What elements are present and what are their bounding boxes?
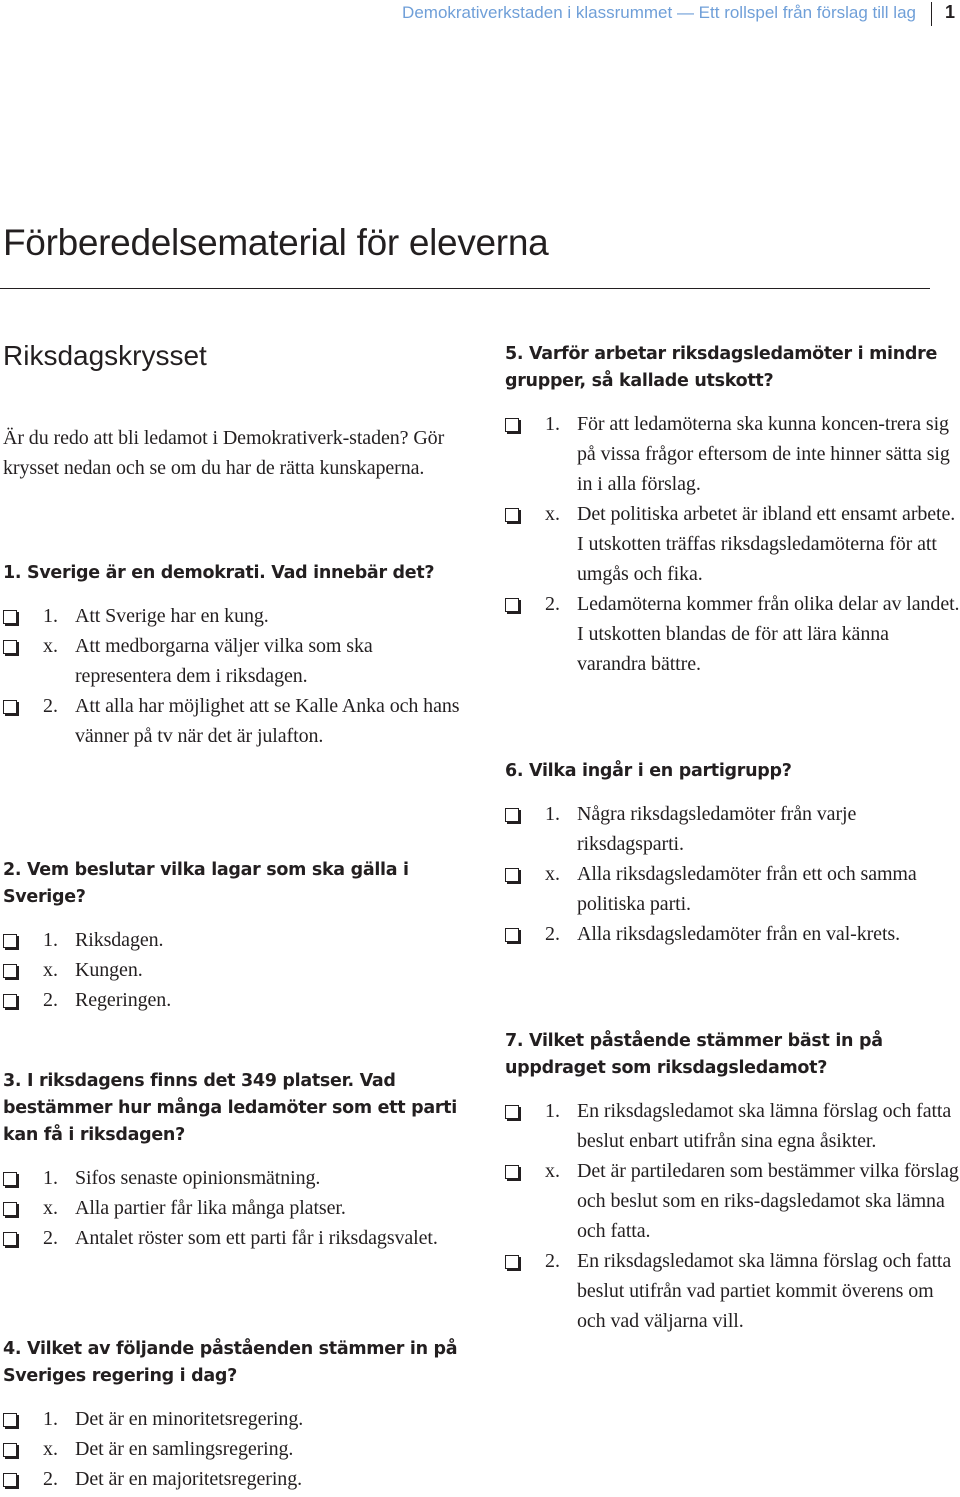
running-header (0, 0, 960, 30)
answer-checkbox[interactable] (3, 601, 29, 631)
option-text: Några riksdagsledamöter från varje riksdagsparti. (577, 803, 857, 855)
option-key: 1. (545, 803, 560, 825)
answer-checkbox[interactable] (505, 499, 531, 529)
question-heading: 3. I riksdagens finns det 349 platser. Vad bestämmer hur många ledamöter som ett parti kan få i riksdagen? (3, 1071, 457, 1145)
option-text: Det politiska arbetet är ibland ett ensamt arbete. I utskotten träffas riksdagsledamöterna för att umgås och fika. (577, 503, 956, 585)
answer-checkbox[interactable] (3, 1464, 29, 1494)
option-text: Kungen. (75, 959, 143, 981)
answer-option (505, 919, 960, 949)
question-3 (3, 1068, 473, 1253)
answer-option (3, 1223, 473, 1253)
answer-checkbox[interactable] (3, 1223, 29, 1253)
answer-option (3, 955, 473, 985)
answer-checkbox[interactable] (3, 1193, 29, 1223)
option-key: 1. (43, 1408, 58, 1430)
answer-option (505, 1156, 960, 1246)
answer-option (505, 859, 960, 919)
option-key: 2. (545, 923, 560, 945)
page-number: 1 (945, 2, 956, 22)
option-key: 1. (545, 413, 560, 435)
answer-option (505, 799, 960, 859)
option-text: En riksdagsledamot ska lämna förslag och fatta beslut utifrån vad partiet kommit överens om och vad väljarna vill. (577, 1250, 952, 1332)
answer-checkbox[interactable] (505, 919, 531, 949)
option-text: Det är partiledaren som bestämmer vilka förslag och beslut som en riks-dagsledamot ska lämna och fatta. (577, 1160, 959, 1242)
option-key: 1. (545, 1100, 560, 1122)
question-heading: 6. Vilka ingår i en partigrupp? (505, 761, 792, 781)
option-text: Det är en majoritetsregering. (75, 1468, 303, 1490)
option-key: 1. (43, 929, 58, 951)
question-1 (3, 560, 473, 751)
option-text: Antalet röster som ett parti får i riksdagsvalet. (75, 1227, 438, 1249)
option-text: Alla riksdagsledamöter från ett och samma politiska parti. (577, 863, 917, 915)
answer-checkbox[interactable] (505, 1096, 531, 1126)
option-key: 1. (43, 1167, 58, 1189)
answer-checkbox[interactable] (3, 1163, 29, 1193)
option-text: Det är en minoritetsregering. (75, 1408, 304, 1430)
option-text: Sifos senaste opinionsmätning. (75, 1167, 321, 1189)
answer-checkbox[interactable] (3, 691, 29, 721)
answer-option (3, 1163, 473, 1193)
answer-option (505, 1246, 960, 1336)
question-2 (3, 857, 473, 1015)
option-key: 2. (43, 1227, 58, 1249)
question-7 (505, 1028, 960, 1336)
answer-option (3, 985, 473, 1015)
option-key: 2. (43, 1468, 58, 1490)
answer-checkbox[interactable] (505, 799, 531, 829)
option-key: 2. (43, 989, 58, 1011)
answer-checkbox[interactable] (505, 859, 531, 889)
option-text: Det är en samlingsregering. (75, 1438, 294, 1460)
option-text: Ledamöterna kommer från olika delar av landet. I utskotten blandas de för att lära känna varandra bättre. (577, 593, 960, 675)
answer-option (3, 1193, 473, 1223)
answer-option (3, 925, 473, 955)
answer-option (3, 601, 473, 631)
answer-checkbox[interactable] (3, 925, 29, 955)
question-4 (3, 1336, 473, 1494)
answer-checkbox[interactable] (505, 1246, 531, 1276)
option-text: Att Sverige har en kung. (75, 605, 269, 627)
answer-checkbox[interactable] (3, 985, 29, 1015)
option-text: Riksdagen. (75, 929, 164, 951)
answer-checkbox[interactable] (3, 631, 29, 661)
running-title: Demokrativerkstaden i klassrummet — Ett rollspel från förslag till lag (402, 3, 916, 22)
question-heading: 5. Varför arbetar riksdagsledamöter i mindre grupper, så kallade utskott? (505, 344, 938, 391)
answer-checkbox[interactable] (3, 1404, 29, 1434)
option-key: x. (545, 503, 560, 525)
option-key: x. (545, 1160, 560, 1182)
answer-option (505, 1096, 960, 1156)
answer-option (3, 1404, 473, 1434)
option-key: 2. (545, 593, 560, 615)
question-heading: 7. Vilket påstående stämmer bäst in på uppdraget som riksdagsledamot? (505, 1031, 883, 1078)
title-divider (0, 288, 930, 289)
option-key: 2. (545, 1250, 560, 1272)
answer-checkbox[interactable] (3, 955, 29, 985)
answer-option (505, 409, 960, 499)
header-divider (931, 2, 932, 26)
option-text: Regeringen. (75, 989, 172, 1011)
option-text: Att medborgarna väljer vilka som ska representera dem i riksdagen. (75, 635, 373, 687)
question-heading: 2. Vem beslutar vilka lagar som ska gälla i Sverige? (3, 860, 409, 907)
page-title: Förberedelsematerial för eleverna (3, 222, 549, 263)
option-text: Att alla har möjlighet att se Kalle Anka och hans vänner på tv när det är julafton. (75, 695, 460, 747)
answer-option (505, 589, 960, 679)
option-text: Alla partier får lika många platser. (75, 1197, 346, 1219)
intro-paragraph: Är du redo att bli ledamot i Demokrativerk-staden? Gör krysset nedan och se om du har de rätta kunskaperna. (3, 427, 445, 479)
option-text: Alla riksdagsledamöter från en val-krets. (577, 923, 900, 945)
answer-checkbox[interactable] (505, 1156, 531, 1186)
option-key: x. (43, 959, 58, 981)
option-text: För att ledamöterna ska kunna koncen-trera sig på vissa frågor eftersom de inte hinner sätta sig in i alla förslag. (577, 413, 950, 495)
question-6 (505, 758, 960, 949)
option-key: 1. (43, 605, 58, 627)
answer-option (3, 631, 473, 691)
answer-checkbox[interactable] (3, 1434, 29, 1464)
option-key: x. (545, 863, 560, 885)
option-key: 2. (43, 695, 58, 717)
question-5 (505, 341, 960, 679)
option-text: En riksdagsledamot ska lämna förslag och fatta beslut enbart utifrån sina egna åsikter. (577, 1100, 952, 1152)
answer-checkbox[interactable] (505, 589, 531, 619)
option-key: x. (43, 1438, 58, 1460)
section-subtitle: Riksdagskrysset (3, 340, 207, 371)
question-heading: 4. Vilket av följande påståenden stämmer in på Sveriges regering i dag? (3, 1339, 458, 1386)
question-heading: 1. Sverige är en demokrati. Vad innebär det? (3, 563, 435, 583)
option-key: x. (43, 635, 58, 657)
answer-option (3, 1434, 473, 1464)
answer-option (3, 691, 473, 751)
option-key: x. (43, 1197, 58, 1219)
answer-option (3, 1464, 473, 1494)
answer-option (505, 499, 960, 589)
answer-checkbox[interactable] (505, 409, 531, 439)
